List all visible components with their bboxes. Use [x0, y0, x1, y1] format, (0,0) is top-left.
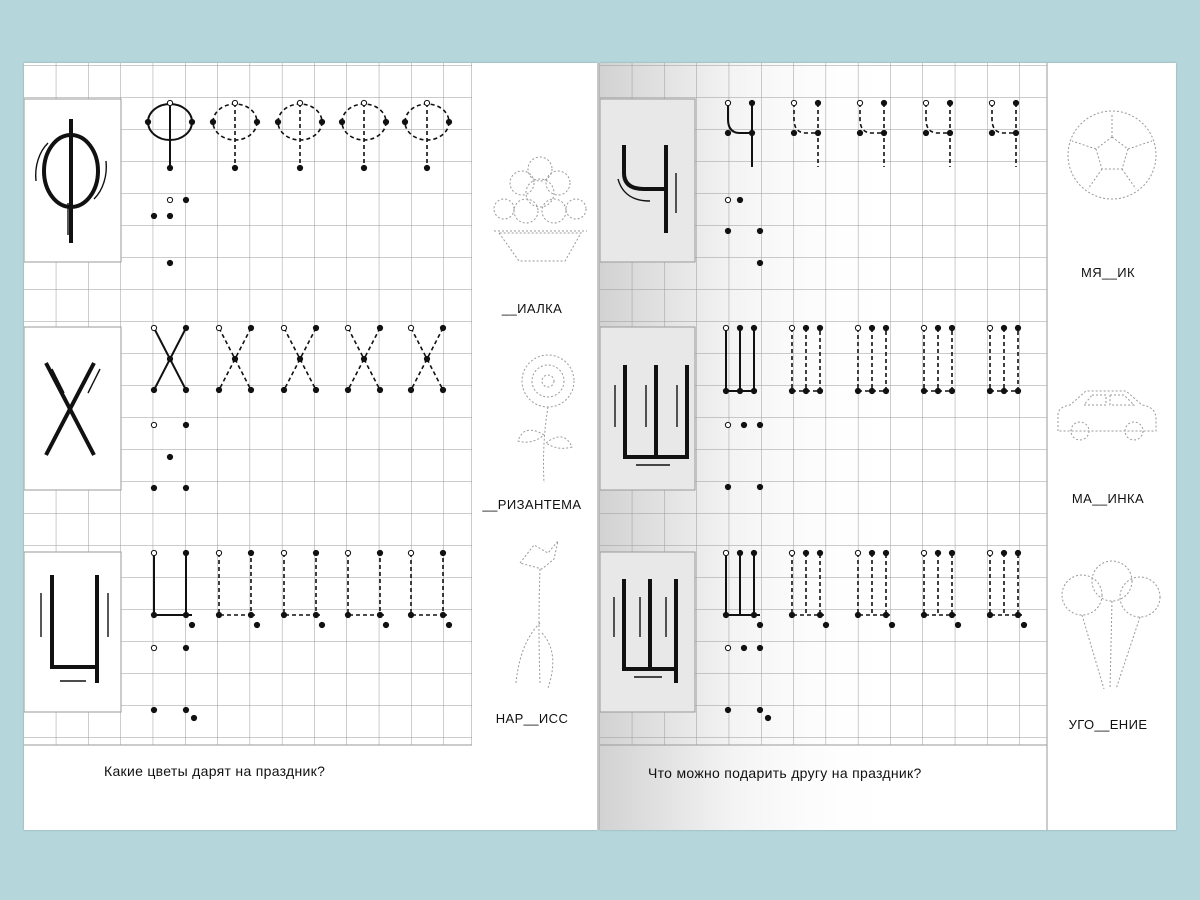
word-ugoshchenie: УГО__ЕНИЕ: [1068, 717, 1148, 732]
daffodil-icon: [516, 541, 558, 688]
word-myachik: МЯ__ИК: [1081, 265, 1135, 280]
lollipops-icon: [1062, 561, 1160, 689]
soccer-ball-icon: [1068, 111, 1156, 199]
left-page: [24, 63, 597, 830]
toy-car-icon: [1058, 391, 1156, 440]
word-nartsiss: НАР__ИСС: [495, 711, 569, 726]
right-question: Что можно подарить другу на праздник?: [648, 765, 922, 781]
chrysanthemum-icon: [518, 355, 574, 483]
right-pictures: [600, 63, 1176, 830]
word-khrizantema: __РИЗАНТЕМА: [482, 497, 582, 512]
word-fialka: __ИАЛКА: [501, 301, 563, 316]
left-question: Какие цветы дарят на праздник?: [104, 763, 326, 779]
violet-in-pot-icon: [494, 157, 587, 261]
word-mashinka: МА__ИНКА: [1071, 491, 1145, 506]
right-page: [600, 63, 1176, 830]
